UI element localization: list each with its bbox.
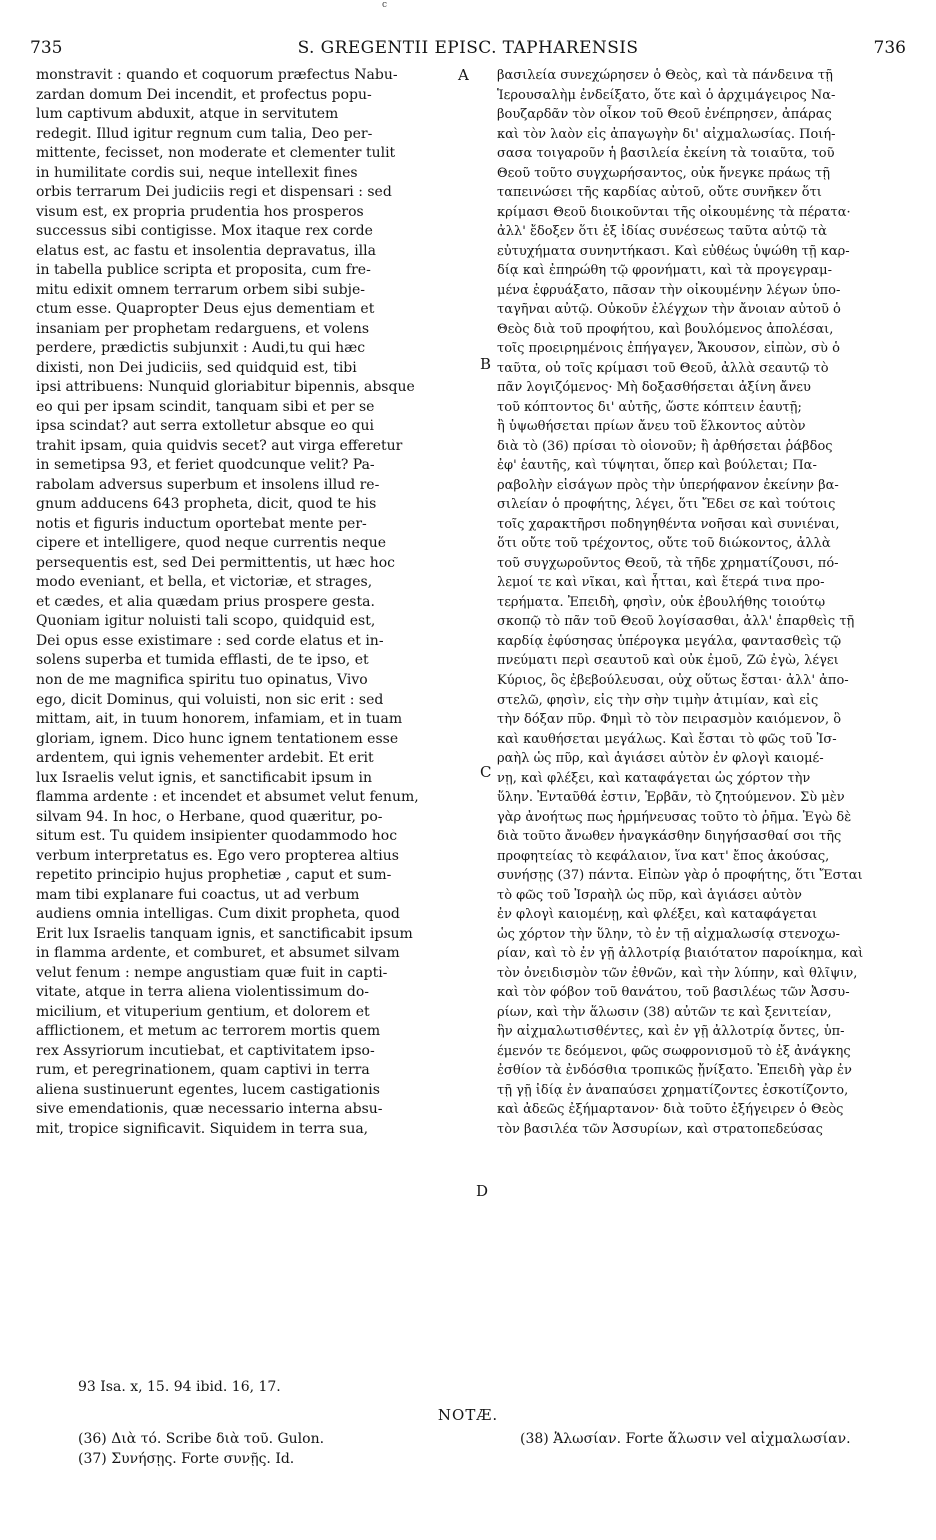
greek-text-line: τοῖς χαρακτῆρσι ποδηγηθέντα νοῆσαι καὶ συνιέναι, — [497, 516, 840, 532]
greek-text-line: συνήσῃς (37) πάντα. Εἰπὼν γὰρ ὁ προφήτης, ὅτι Ἔσται — [497, 868, 863, 884]
margin-marker-c: C — [480, 763, 492, 781]
greek-text-line: τὸ φῶς τοῦ Ἰσραὴλ ὡς πῦρ, καὶ ἁγιάσει αὐτὸν — [497, 887, 802, 903]
latin-text-line: et cædes, et alia quædam prius prospere gesta. — [36, 593, 375, 610]
greek-text-line: ἣν αἰχμαλωτισθέντες, καὶ ἐν γῇ ἀλλοτρίᾳ ὄντες, ὑπ- — [497, 1024, 845, 1040]
greek-text-line: τὴν δόξαν πῦρ. Φημὶ τὸ τὸν πειρασμὸν καιόμενον, ὃ — [497, 712, 842, 728]
notae-heading: NOTÆ. — [437, 1406, 499, 1424]
page-header — [30, 38, 906, 60]
latin-text-line: monstravit : quando et coquorum præfectus Nabu- — [36, 67, 398, 83]
latin-text-line: in humilitate cordis sui, neque intellexit fines — [36, 164, 358, 181]
latin-text-line: redegit. Illud igitur regnum cum talia, Deo per- — [36, 125, 373, 142]
greek-text-line: Ἱερουσαλὴμ ἐνδείξατο, ὅτε καὶ ὁ ἀρχιμάγειρος Να- — [497, 87, 836, 103]
greek-text-line: Θεοῦ τοῦτο συγχωρήσαντος, οὐκ ἤνεγκε πράως τῇ — [497, 165, 831, 181]
note-36: (36) Διὰ τό. Scribe διὰ τοῦ. Gulon. — [78, 1431, 325, 1447]
greek-text-line: βασιλεία συνεχώρησεν ὁ Θεὸς, καὶ τὰ πάνδεινα τῇ — [497, 68, 833, 83]
greek-text-line: σιλείαν ὁ προφήτης, λέγει, ὅτι Ἔδει σε καὶ τούτοις — [497, 497, 836, 513]
latin-text-line: orbis terrarum Dei judiciis regi et dispensari : sed — [36, 184, 392, 201]
latin-text-line: successus sibi contigisse. Mox itaque rex corde — [36, 223, 373, 240]
top-mark: c — [382, 0, 388, 10]
latin-text-line: non de me magnifica spiritu tuo opinatus, Vivo — [36, 671, 368, 688]
greek-text-line: τὸν ὀνειδισμὸν τῶν ἐθνῶν, καὶ τὴν λύπην, καὶ θλῖψιν, — [497, 965, 858, 981]
greek-text-line: Θεὸς διὰ τοῦ προφήτου, καὶ βουλόμενος ἀπολέσαι, — [497, 321, 834, 337]
greek-text-line: λεμοί τε καὶ νῖκαι, καὶ ἧτται, καὶ ἕτερά τινα προ- — [497, 575, 825, 591]
greek-text-line: ἐν φλογὶ καιομένῃ, καὶ φλέξει, καὶ καταφάγεται — [497, 907, 818, 923]
greek-text-line: κρίμασι Θεοῦ διοικοῦνται τῆς οἰκουμένης τὰ πέρατα· — [497, 204, 851, 220]
latin-text-line: solens superba et tumida efflasti, de te ipso, et — [36, 652, 369, 669]
greek-text-line: ταγῆναι αὐτῷ. Οὐκοῦν ἐλέγχων τὴν ἄνοιαν αὐτοῦ ὁ — [497, 302, 841, 318]
latin-text-line: Dei opus esse existimare : sed corde elatus et in- — [36, 632, 384, 649]
latin-text-line: afflictionem, et metum ac terrorem mortis quem — [36, 1023, 381, 1040]
greek-text-line: εὐτυχήματα συνηντήκασι. Καὶ εὐθέως ὑψώθη τῇ καρ- — [497, 243, 850, 259]
greek-text-line: βουζαρδᾶν τὸν οἶκον τοῦ Θεοῦ ἐνέπρησεν, ἀπάρας — [497, 107, 832, 123]
latin-text-line: perdere, prædictis subjunxit : Audi,tu qui hæc — [36, 340, 366, 357]
greek-text-line: νῃ, καὶ φλέξει, καὶ καταφάγεται ὡς χόρτον τὴν — [497, 770, 811, 786]
greek-text-line: καρδίᾳ ἐφύσησας ὑπέρογκα μεγάλα, φαντασθεὶς τῷ — [497, 633, 842, 649]
greek-text-line: έμενόν τε δεόμενοι, φῶς σωφρονισμοῦ τὸ ἐξ ἀνάγκης — [497, 1043, 851, 1059]
latin-text-line: in flamma ardente, et comburet, et absumet silvam — [36, 945, 400, 962]
greek-text-line: σασα τοιγαροῦν ἡ βασιλεία ἐκείνη τὰ τοιαῦτα, τοῦ — [497, 146, 835, 162]
margin-marker-b: B — [480, 355, 492, 373]
latin-text-line: gloriam, ignem. Dico hunc ignem tentationem esse — [36, 730, 399, 747]
greek-text-line: σκοπῷ τὸ πᾶν τοῦ Θεοῦ λογίσασθαι, ἀλλ' ἐπαρθεὶς τῇ — [497, 614, 855, 630]
latin-text-line: Quoniam igitur noluisti tali scopo, quidquid est, — [36, 613, 376, 630]
greek-column — [497, 66, 907, 1139]
latin-text-line: vitate, atque in terra aliena violentissimum do- — [36, 984, 369, 1001]
latin-text-line: cipere et intelligere, quod neque currentis neque — [36, 535, 386, 552]
greek-text-line: δίᾳ καὶ ἐπηρώθη τῷ φρονήματι, καὶ τὰ προγεγραμ- — [497, 263, 833, 279]
greek-text-line: Κύριος, ὃς ἐβεβούλευσαι, οὐχ οὕτως ἔσται· ἀλλ' ἀπο- — [497, 672, 849, 688]
greek-text-line: γὰρ ἀνοήτως πως ἡρμήνευσας τοῦτο τὸ ῥῆμα. Ἐγὼ δὲ — [497, 809, 852, 825]
latin-text-line: aliena sustinuerunt egentes, lucem castigationis — [36, 1081, 380, 1098]
latin-text-line: ipsi attribuens: Nunquid gloriabitur bipennis, absque — [36, 379, 415, 396]
latin-text-line: ctum esse. Quapropter Deus ejus dementiam et — [36, 301, 375, 318]
latin-text-line: persequentis est, sed Dei permittentis, ut hæc hoc — [36, 554, 396, 571]
greek-text-line: ρίων, καὶ τὴν ἅλωσιν (38) αὐτῶν τε καὶ ξενιτείαν, — [497, 1004, 832, 1020]
latin-text-line: in semetipsa 93, et feriet quodcunque velit? Pa- — [36, 457, 375, 474]
greek-text-line: ταπεινώσει τῆς καρδίας αὐτοῦ, οὔτε συνῆκεν ὅτι — [497, 185, 822, 201]
latin-text-line: rex Assyriorum incutiebat, et captivitatem ipso- — [36, 1042, 375, 1059]
latin-text-line: repetito principio hujus prophetiæ , caput et sum- — [36, 867, 392, 884]
greek-text-line: καὶ ἀδεῶς ἐξήμαρτανον· διὰ τοῦτο ἐξήγειρεν ὁ Θεὸς — [497, 1102, 844, 1118]
latin-text-line: flamma ardente : et incendet et absumet velut fenum, — [36, 789, 419, 806]
note-38: (38) Ἁλωσίαν. Forte ἅλωσιν vel αἰχμαλωσίαν. — [520, 1431, 851, 1447]
greek-text-line: ὕλην. Ἐνταῦθά ἐστιν, Ἑρβᾶν, τὸ ζητούμενον. Σὺ μὲν — [497, 790, 845, 806]
margin-marker-a: A — [458, 66, 469, 84]
greek-text-line: διὰ τὸ (36) πρίσαι τὸ οἱονοῦν; ἢ ἀρθήσεται ῥάβδος — [497, 438, 833, 454]
latin-text-line: mit, tropice significavit. Siquidem in terra sua, — [36, 1120, 369, 1137]
running-title: S. GREGENTII EPISC. TAPHARENSIS — [297, 38, 639, 58]
latin-text-line: gnum adducens 643 propheta, dicit, quod te his — [36, 496, 377, 513]
latin-text-line: mam tibi explanare fui coactus, ut ad verbum — [36, 886, 360, 903]
greek-text-line: τοῦ συγχωροῦντος Θεοῦ, τὰ τῆδε χρηματίζουσι, πό- — [497, 555, 839, 571]
latin-text-line: silvam 94. In hoc, o Herbane, quod quæritur, po- — [36, 808, 383, 825]
greek-text-line: πνεύματι περὶ σεαυτοῦ καὶ οὐκ ἐμοῦ, Ζῶ ἐγὼ, λέγει — [497, 653, 839, 669]
greek-text-line: ἢ ὑψωθήσεται πρίων ἄνευ τοῦ ἕλκοντος αὐτὸν — [497, 419, 806, 435]
margin-marker-d: D — [476, 1182, 489, 1200]
page-number-right: 736 — [873, 38, 906, 58]
greek-text-line: τοῖς προειρημένοις ἐπήγαγεν, Ἄκουσον, εἰπὼν, σὺ ὁ — [497, 341, 840, 357]
greek-text-line: τοῦ κόπτοντος δι' αὐτῆς, ὥστε κόπτειν ἑαυτῇ; — [497, 399, 802, 415]
latin-text-line: audiens omnia intelligas. Cum dixit propheta, quod — [36, 906, 400, 923]
greek-text-line: μένα ἐφρυάξατο, πᾶσαν τὴν οἰκουμένην λέγων ὑπο- — [497, 282, 841, 298]
latin-text-line: verbum interpretatus es. Ego vero propterea altius — [36, 847, 399, 864]
latin-text-line: rum, et peregrinationem, quam captivi in terra — [36, 1062, 370, 1079]
greek-text-line: στελῶ, φησὶν, εἰς τὴν σὴν τιμὴν ἀτιμίαν, καὶ εἰς — [497, 692, 819, 708]
latin-text-line: elatus est, ac fastu et insolentia depravatus, illa — [36, 242, 376, 259]
latin-text-line: ego, dicit Dominus, qui voluisti, non sic erit : sed — [36, 691, 384, 708]
latin-text-line: lux Israelis velut ignis, et sanctificabit ipsum in — [36, 769, 373, 786]
latin-text-line: situm est. Tu quidem insipienter quodammodo hoc — [36, 828, 398, 845]
latin-text-line: Erit lux Israelis tanquam ignis, et sanctificabit ipsum — [36, 925, 413, 942]
greek-text-line: ραβολὴν εἰσάγων πρὸς τὴν ὑπερήφανον ἐκείνην βα- — [497, 477, 839, 493]
greek-text-line: ρίαν, καὶ τὸ ἐν γῇ ἀλλοτρίᾳ βιαιότατον παροίκημα, καὶ — [497, 946, 864, 962]
greek-text-line: τῇ γῇ ἰδίᾳ ἐν ἀναπαύσει χρηματίζοντες ἐσκοτίζοντο, — [497, 1082, 849, 1098]
greek-text-line: τὸν βασιλέα τῶν Ἀσσυρίων, καὶ στρατοπεδεύσας — [497, 1121, 823, 1137]
latin-text-line: rabolam adversus superbum et insolens illud re- — [36, 476, 380, 493]
note-37: (37) Συνήσῃς. Forte συνῇς. Id. — [78, 1451, 295, 1467]
latin-text-line: insaniam per prophetam redarguens, et volens — [36, 320, 370, 337]
greek-text-line: καὶ τὸν φόβον τοῦ θανάτου, τοῦ βασιλέως τῶν Ἀσσυ- — [497, 985, 850, 1001]
greek-text-line: ἐσθίον τὰ ἐνδόσθια τροπικῶς ᾔνίξατο. Ἐπειδὴ γὰρ ἐν — [497, 1063, 852, 1079]
greek-text-line: τερήματα. Ἐπειδὴ, φησὶν, οὐκ ἐβουλήθης τοιούτῳ — [497, 594, 826, 610]
latin-column — [36, 66, 474, 1139]
latin-text-line: mittam, ait, in tuum honorem, infamiam, et in tuam — [36, 711, 403, 728]
greek-text-line: πᾶν λογιζόμενος· Μὴ δοξασθήσεται ἀξίνη ἄνευ — [497, 380, 811, 396]
greek-text-line: ραὴλ ὡς πῦρ, καὶ ἁγιάσει αὐτὸν ἐν φλογὶ καιομέ- — [497, 751, 824, 767]
greek-text-line: καὶ καυθήσεται μεγάλως. Καὶ ἔσται τὸ φῶς τοῦ Ἰσ- — [497, 731, 837, 747]
latin-text-line: trahit ipsam, quia quidvis secet? aut virga efferetur — [36, 437, 403, 454]
greek-text-line: ὅτι οὔτε τοῦ τρέχοντος, οὔτε τοῦ διώκοντος, ἀλλὰ — [497, 536, 831, 552]
greek-text-line: διὰ τοῦτο ἄνωθεν ἠναγκάσθην διηγήσασθαί σοι τῆς — [497, 829, 842, 845]
latin-text-line: ardentem, qui ignis vehementer ardebit. Et erit — [36, 750, 374, 767]
latin-text-line: eo qui per ipsam scindit, tanquam sibi et per se — [36, 398, 375, 415]
latin-text-line: visum est, ex propria prudentia hos prosperos — [36, 203, 364, 220]
latin-text-line: modo eveniant, et bella, et victoriæ, et strages, — [36, 574, 373, 591]
footnotes: 93 Isa. x, 15. 94 ibid. 16, 17. — [78, 1379, 281, 1395]
latin-text-line: in tabella publice scripta et proposita, cum fre- — [36, 262, 371, 279]
greek-text-line: ἐφ' ἑαυτῆς, καὶ τύψηται, ὅπερ καὶ βούλεται; Πα- — [497, 458, 817, 474]
greek-text-line: ἀλλ' ἔδοξεν ὅτι ἐξ ἰδίας συνέσεως ταῦτα αὐτῷ τὰ — [497, 224, 827, 240]
latin-text-line: zardan domum Dei incendit, et profectus popu- — [36, 86, 372, 103]
latin-text-line: ipsa scindat? aut serra extolletur absque eo qui — [36, 418, 375, 435]
latin-text-line: lum captivum abduxit, atque in servitutem — [36, 106, 339, 123]
latin-text-line: mitu edixit omnem terrarum orbem sibi subje- — [36, 281, 365, 298]
latin-text-line: mittente, fecisset, non moderate et clementer tulit — [36, 145, 396, 162]
latin-text-line: sive emendationis, quæ necessario interna absu- — [36, 1101, 383, 1118]
greek-text-line: ταῦτα, οὐ τοῖς κρίμασι τοῦ Θεοῦ, ἀλλὰ σεαυτῷ τὸ — [497, 360, 829, 376]
latin-text-line: dixisti, non Dei judiciis, sed quidquid est, tibi — [36, 359, 357, 376]
greek-text-line: ὡς χόρτον τὴν ὕλην, τὸ ἐν τῇ αἰχμαλωσίᾳ στενοχω- — [497, 926, 840, 942]
latin-text-line: velut fenum : nempe angustiam quæ fuit in capti- — [36, 964, 388, 981]
page-number-left: 735 — [30, 38, 63, 58]
latin-text-line: notis et figuris inductum oportebat mente per- — [36, 515, 367, 532]
greek-text-line: προφητείας τὸ κεφάλαιον, ἵνα κατ' ἔπος ἀκούσας, — [497, 848, 830, 864]
latin-text-line: micilium, et vituperium gentium, et dolorem et — [36, 1003, 370, 1020]
greek-text-line: καὶ τὸν λαὸν εἰς ἀπαγωγὴν δι' αἰχμαλωσίας. Ποιή- — [497, 126, 836, 142]
